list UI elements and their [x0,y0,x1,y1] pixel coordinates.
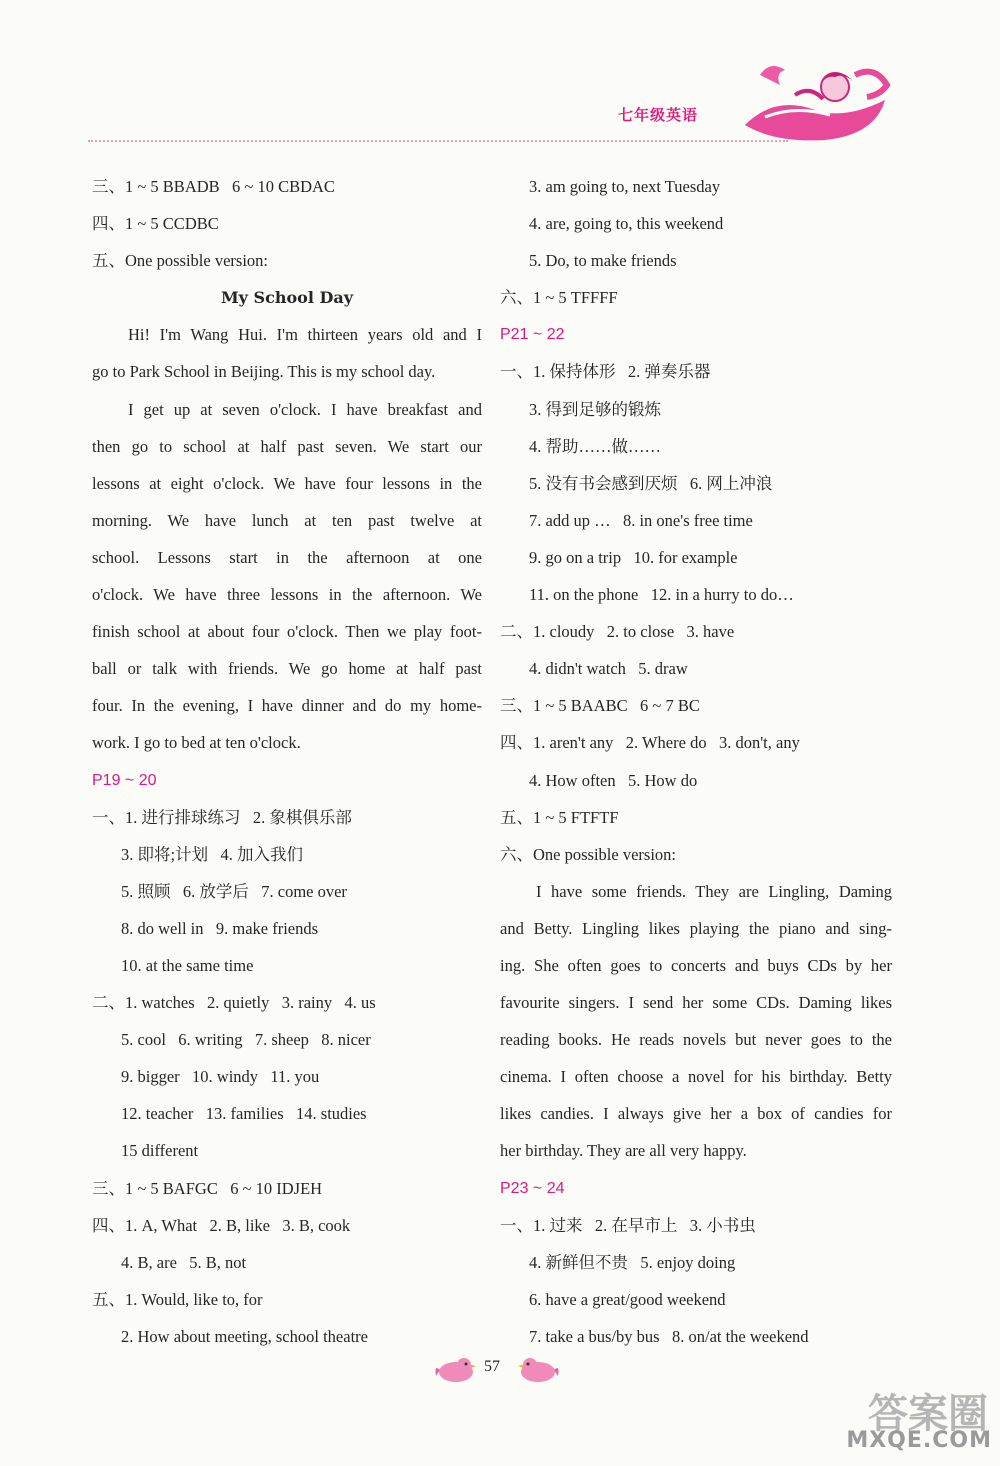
essay-line: reading books. He reads novels but never goes to the [500,1030,892,1050]
answer-line: 四、1. A, What 2. B, like 3. B, cook [92,1215,351,1235]
answer-line: 10. at the same time [121,955,254,975]
site-watermark [812,1378,1000,1466]
answer-line: 三、1 ~ 5 BBADB 6 ~ 10 CBDAC [92,177,335,196]
answer-line: 一、1. 进行排球练习 2. 象棋俱乐部 [92,807,352,827]
watermark-url: MXQE.COM [846,1428,992,1453]
answer-line: 4. How often 5. How do [529,770,698,790]
essay-line: school. Lessons start in the afternoon at one [92,547,482,567]
page-number: 57 [484,1358,500,1375]
answer-line: 5. Do, to make friends [529,251,677,271]
essay-line: I have some friends. They are Lingling, Daming [536,881,892,901]
book-subject-title: 七年级英语 [618,106,699,124]
answer-column-left [92,168,482,1355]
answer-line: 5. 照顾 6. 放学后 7. come over [121,881,347,901]
answer-line: 五、1 ~ 5 FTFTF [500,807,619,827]
essay-line: likes candies. I always give her a box of candies for [500,1104,892,1124]
answer-line: 六、One possible version: [500,844,676,864]
answer-line: 三、1 ~ 5 BAABC 6 ~ 7 BC [500,696,700,716]
answer-line: 五、One possible version: [92,251,268,271]
answer-line: 五、1. Would, like to, for [92,1289,263,1309]
answer-line: 一、1. 过来 2. 在早市上 3. 小书虫 [500,1215,756,1235]
answer-line: 一、1. 保持体形 2. 弹奏乐器 [500,362,711,382]
answer-line: 四、1 ~ 5 CCDBC [92,214,219,234]
essay-line: Hi! I'm Wang Hui. I'm thirteen years old and I [128,325,482,345]
essay-line: her birthday. They are all very happy. [500,1141,747,1161]
section-heading-p21-22: P21 ~ 22 [500,326,565,344]
essay-line: favourite singers. I send her some CDs. Daming likes [500,993,892,1013]
answer-line: 5. cool 6. writing 7. sheep 8. nicer [121,1030,371,1050]
essay-line: cinema. I often choose a novel for his birthday. Betty [500,1067,892,1087]
answer-line: 4. B, are 5. B, not [121,1252,247,1272]
answer-line: 7. take a bus/by bus 8. on/at the weekend [529,1326,809,1346]
pink-bird-icon [518,1354,562,1384]
essay-line: I get up at seven o'clock. I have breakfast and [128,399,482,419]
answer-line: 9. bigger 10. windy 11. you [121,1067,320,1087]
answer-line: 8. do well in 9. make friends [121,918,319,938]
answer-line: 4. are, going to, this weekend [529,214,724,234]
essay-line: ing. She often goes to concerts and buys CDs by her [500,955,892,975]
header-divider [88,140,788,142]
essay-line: go to Park School in Beijing. This is my school day. [92,362,436,382]
essay-line: ball or talk with friends. We go home at half past [92,659,482,679]
answer-line: 3. 得到足够的锻炼 [529,399,661,419]
surfing-girl-mascot-icon [735,55,895,145]
section-heading-p23-24: P23 ~ 24 [500,1179,565,1197]
essay-line: then go to school at half past seven. We start our [92,436,482,456]
answer-line: 12. teacher 13. families 14. studies [121,1104,367,1124]
answer-column-right [500,168,892,1355]
answer-line: 2. How about meeting, school theatre [121,1326,368,1346]
essay-line: morning. We have lunch at ten past twelve at [92,510,482,530]
essay-line: o'clock. We have three lessons in the afternoon. We [92,585,482,605]
answer-line: 3. 即将;计划 4. 加入我们 [121,844,303,864]
answer-line: 7. add up … 8. in one's free time [529,510,753,530]
essay-line: work. I go to bed at ten o'clock. [92,733,301,753]
section-heading-p19-20: P19 ~ 20 [92,771,157,789]
pink-bird-icon [432,1354,476,1384]
essay-line: finish school at about four o'clock. Then we play foot- [92,622,482,642]
answer-line: 二、1. cloudy 2. to close 3. have [500,622,735,642]
answer-line: 六、1 ~ 5 TFFFF [500,288,618,308]
answer-line: 15 different [121,1141,199,1161]
answer-line: 3. am going to, next Tuesday [529,177,721,196]
watermark-logo: 答案圈 [868,1391,988,1437]
answer-line: 6. have a great/good weekend [529,1289,726,1309]
essay-line: and Betty. Lingling likes playing the piano and sing- [500,918,892,938]
essay-line: lessons at eight o'clock. We have four lessons in the [92,473,482,493]
answer-line: 4. 新鲜但不贵 5. enjoy doing [529,1252,736,1272]
answer-line: 5. 没有书会感到厌烦 6. 网上冲浪 [529,473,773,493]
answer-line: 二、1. watches 2. quietly 3. rainy 4. us [92,993,376,1013]
essay-title: My School Day [220,288,354,308]
answer-line: 4. 帮助……做…… [529,436,661,456]
answer-line: 4. didn't watch 5. draw [529,659,688,679]
answer-line: 四、1. aren't any 2. Where do 3. don't, any [500,733,800,753]
essay-line: four. In the evening, I have dinner and do my home- [92,696,482,716]
answer-line: 11. on the phone 12. in a hurry to do… [529,585,794,605]
answer-line: 9. go on a trip 10. for example [529,547,738,567]
answer-line: 三、1 ~ 5 BAFGC 6 ~ 10 IDJEH [92,1178,323,1198]
